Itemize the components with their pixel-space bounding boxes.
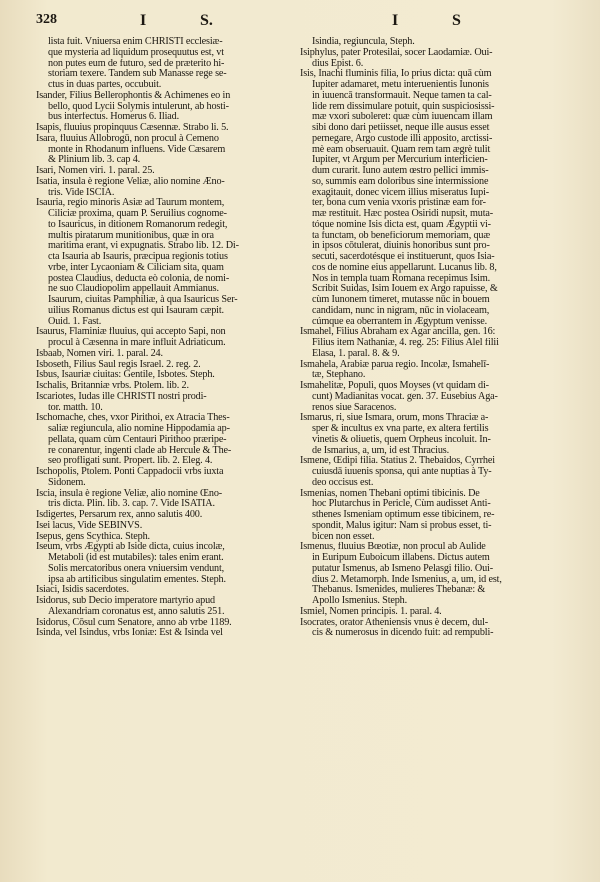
text-line: monte in Rhodanum influens. Vide Cæsarem	[48, 144, 226, 155]
text-line: Iseum, vrbs Ægypti ab Iside dicta, cuius incolæ,	[36, 542, 225, 553]
text-line: Sidonem.	[48, 477, 86, 488]
text-line: Ismarus, ri, siue Ismara, orum, mons Thraciæ a-	[300, 413, 489, 424]
text-line: tris dicta. Plin. lib. 3. cap. 7. Vide ISATIA.	[48, 499, 215, 510]
text-line: sibi dono dari petiisset, neque ille ausus esset	[312, 123, 490, 133]
text-line: cta Isauria ab Isauris, præcipua regionis totius	[48, 252, 228, 262]
text-line: Ischomache, ches, vxor Pirithoi, ex Atracia Thes-	[36, 413, 230, 424]
text-line: cùm Iunonem timeret, mutasse nūc in bouem	[312, 295, 490, 305]
text-line: in iuuencā transformauit. Neque tamen ta cal-	[312, 90, 492, 101]
text-line: Iscariotes, Iudas ille CHRISTI nostri prodi-	[36, 391, 207, 402]
text-line: pellata, quam cùm Centauri Pirithoo præripe-	[48, 434, 227, 445]
text-line: storiam texere. Tandem sub Manasse rege se-	[48, 69, 227, 80]
text-line: lide rem dissimulare potuit, quin suspiciosissi-	[312, 101, 495, 112]
text-line: cos de nomine eius appellarunt. Lucanus lib. 8,	[312, 262, 497, 273]
text-line: tris. Vide ISCIA.	[48, 187, 115, 198]
text-line: dius 2. Metamorph. Inde Ismenius, a, um, id est,	[312, 574, 502, 585]
text-line: Isapis, fluuius propinquus Cæsennæ. Strabo li. 5.	[36, 123, 229, 133]
text-line: ne suo Claudiopolim appellauit Ammianus.	[48, 284, 219, 295]
text-line: Iupiter adamaret, metu interuenientis Iunonis	[312, 80, 489, 90]
text-line: multis piratarum munitionibus, quæ in ora	[48, 230, 214, 241]
text-line: lista fuit. Vniuersa enim CHRISTI ecclesiæ-	[48, 37, 223, 47]
text-line: hoc Plutarchus in Pericle, Cùm audisset Anti-	[312, 499, 491, 510]
text-line: Ischalis, Britanniæ vrbs. Ptolem. lib. 2.	[36, 381, 189, 391]
text-line: ipsa ab artificibus singulatim ementes. Steph.	[48, 574, 226, 585]
text-line: Filius item Nathaniæ, 4. reg. 25: Filius Alel filii	[312, 338, 499, 348]
text-line: exagitauit, donec vicem illius miseratus Iupi-	[312, 187, 489, 198]
text-line: Isbus, Isauriæ ciuitas: Gentile, Isbotes. Steph.	[36, 370, 215, 381]
text-line: Isari, Nomen viri. 1. paral. 25.	[36, 166, 155, 176]
text-line: Iupiter, vt Argum per Mercurium interficien-	[312, 155, 488, 166]
text-line: pernegare, Argo custode illi apposito, arctissi-	[312, 133, 493, 144]
text-line: Ouid. 1. Fast.	[48, 316, 102, 327]
text-line: bus interfectus. Homerus 6. Iliad.	[48, 112, 179, 123]
text-line: tor. matth. 10.	[48, 402, 103, 413]
text-line: mæ restituit. Hæc postea Osiridi nupsit, muta-	[312, 209, 493, 219]
text-line: saliæ regiuncula, alio nomine Hippodamia ap-	[48, 424, 230, 434]
text-line: Ismene, Œdipi filia. Statius 2. Thebaidos, Cyrrhei	[300, 456, 495, 467]
text-line: Isiaci, Isidis sacerdotes.	[36, 585, 129, 596]
text-line: cuiusdā iuuenis sponsa, qui ante nuptias à Ty-	[312, 467, 492, 477]
text-line: cunt) Madianitas vocat. gen. 37. Eusebius Aga-	[312, 391, 498, 402]
text-line: mæ vxori suboleret: quæ cùm iuuencam illam	[312, 112, 493, 123]
running-head-right-letter: S	[452, 12, 461, 29]
text-line: de Ismarius, a, um, id est Thracius.	[312, 445, 450, 456]
text-line: mè eam obseruauit. Quam rem tam ægrè tulit	[312, 144, 491, 155]
text-line: Isis, Inachi fluminis filia, Io prius dicta: quā cùm	[300, 69, 492, 80]
text-line: vrbe, inter Lycaoniam & Ciliciam sita, quam	[48, 262, 224, 273]
right-text-column	[300, 37, 570, 639]
text-line: procul à Cæsenna in mare influit Adriaticum.	[48, 338, 226, 348]
running-head-left-letter: I	[140, 12, 147, 29]
text-line: Isauria, regio minoris Asiæ ad Taurum montem,	[36, 198, 225, 209]
text-line: cúmque ea oberrantem in Ægyptum venisse.	[312, 316, 488, 327]
text-line: Ismiel, Nomen principis. 1. paral. 4.	[300, 606, 442, 617]
text-line: Isocrates, orator Atheniensis vnus è decem, dul-	[300, 617, 489, 628]
text-line: bello, quod Lycii Solymis intulerunt, ab hosti-	[48, 101, 229, 112]
text-line: Ismahelitæ, Populi, quos Moyses (vt quidam di-	[300, 381, 489, 391]
text-line: spondit, Malus igitur: Nam si probus esset, ti-	[312, 520, 492, 531]
text-line: Ismahela, Arabiæ parua regio. Incolæ, Ismahelī-	[300, 359, 490, 370]
text-line: Isepus, gens Scythica. Steph.	[36, 531, 150, 542]
text-line: Isatia, insula è regione Veliæ, alio nomine Æno-	[36, 176, 225, 187]
text-line: postea Claudius, deducta eò colonia, de nomi-	[48, 273, 230, 284]
text-line: Isdigertes, Persarum rex, anno salutis 400.	[36, 510, 203, 520]
text-line: Ismenus, fluuius Bœotiæ, non procul ab Aulide	[300, 542, 486, 553]
text-line: que mysteria ad liquidum prosequutus est, vt	[48, 47, 224, 58]
text-line: in Euripum Euboicum illabens. Dictus autem	[312, 553, 490, 563]
text-line: Ischopolis, Ptolem. Ponti Cappadocii vrbs iuxta	[36, 467, 224, 477]
text-line: Scribit Suidas, Isim Iouem ex Argo rapuisse, &	[312, 284, 498, 295]
text-line: Nos in templa tuam Romana recepimus Isim.	[312, 273, 491, 284]
text-line: Isbaab, Nomen viri. 1. paral. 24.	[36, 348, 163, 359]
text-line: Isei lacus, Vide SEBINVS.	[36, 520, 143, 531]
text-line: Ciliciæ proxima, quam P. Seruilius cognome-	[48, 209, 227, 219]
page-number: 328	[36, 12, 57, 27]
text-line: Isidorus, Cōsul cum Senatore, anno ab vrbe 1189.	[36, 617, 232, 628]
text-line: non putes eum de futuro, sed de præterito hi-	[48, 58, 225, 69]
text-line: re conarentur, ingenti clade ab Hercule & The-	[48, 445, 232, 456]
text-line: renos siue Saracenos.	[312, 402, 397, 413]
text-line: Isinda, vel Isindus, vrbs Ioniæ: Est & Isinda vel	[36, 628, 223, 639]
running-head-right-letter: I	[392, 12, 399, 29]
text-line: ctus in duas partes, occubuit.	[48, 80, 162, 90]
running-head-left-letter: S.	[200, 12, 213, 29]
text-line: deo occisus est.	[312, 477, 374, 488]
text-line: ter, bona cum venia vxoris pristinæ eam for-	[312, 198, 486, 209]
text-line: Solis mercatoribus onera vniuersim vendunt,	[48, 563, 225, 574]
text-line: bicen non esset.	[312, 531, 375, 542]
text-line: seo profligati sunt. Propert. lib. 2. Eleg. 4.	[48, 456, 213, 467]
text-line: Iscia, insula è regione Veliæ, alio nomine Œno-	[36, 488, 222, 499]
text-line: uilius Romanus dictus est qui Isauram cæpit.	[48, 305, 224, 316]
text-line: Isidorus, sub Decio imperatore martyrio apud	[36, 596, 215, 606]
text-line: putatur Ismenus, ab Ismeno Pelasgi filio. Oui-	[312, 563, 493, 574]
text-line: candidam, nunc in nigram, nūc in violaceam,	[312, 305, 490, 316]
text-line: Ismenias, nomen Thebani optimi tibicinis. De	[300, 488, 480, 499]
text-line: ta functam, ob beneficiorum memoriam, quæ	[312, 230, 491, 241]
text-line: Metaboli (id est mutabiles): tales enim erant.	[48, 553, 224, 563]
text-line: dius Epist. 6.	[312, 58, 364, 69]
text-line: sthenes Ismeniam optimum esse tibicinem, re-	[312, 510, 495, 520]
text-line: Isander, Filius Bellerophontis & Achimenes eo in	[36, 90, 231, 101]
text-line: secuti, sacerdotésque ei instituerunt, quos Isia-	[312, 252, 495, 262]
text-line: Isiphylus, pater Protesilai, socer Laodamiæ. Oui-	[300, 47, 493, 58]
text-line: Thebanus. Ismenides, mulieres Thebanæ: &	[312, 585, 486, 596]
text-line: cis & numerosus in dicendo fuit: ad rempubli-	[312, 628, 494, 639]
text-line: Apollo Ismenius. Steph.	[312, 596, 408, 606]
text-line: Alexandriam coronatus est, anno salutis 251.	[48, 606, 225, 617]
text-line: Ismahel, Filius Abraham ex Agar ancilla, gen. 16:	[300, 327, 496, 338]
text-line: sper & incultus ex vna parte, ex altera fertilis	[312, 424, 489, 434]
text-line: tóque nomine Isis dicta est, quam Ægyptii vi-	[312, 219, 491, 230]
text-line: in ipsos cōtulerat, diuinis honoribus sunt pro-	[312, 241, 490, 252]
text-line: Isaurum, ciuitas Pamphiliæ, à qua Isauricus Ser-	[48, 295, 238, 305]
page-header	[0, 12, 600, 32]
text-line: Isboseth, Filius Saul regis Israel. 2. reg. 2.	[36, 359, 201, 370]
left-text-column	[36, 37, 306, 639]
text-line: Elasa, 1. paral. 8. & 9.	[312, 348, 400, 359]
text-line: to Isauricus, in ditionem Romanorum redegit,	[48, 219, 228, 230]
text-line: vinetis & oliuetis, quem Orpheus incoluit. In-	[312, 434, 491, 445]
text-line: so, summis eam doloribus sine intermissione	[312, 176, 489, 187]
text-line: tæ, Stephano.	[312, 370, 366, 381]
text-line: Isaurus, Flaminiæ fluuius, qui accepto Sapi, non	[36, 327, 226, 338]
text-line: & Plinium lib. 3. cap 4.	[48, 155, 141, 166]
text-line: Isara, fluuius Allobrogū, non procul à Cemeno	[36, 133, 219, 144]
text-line: maritima erant, vi expugnatis. Strabo lib. 12. Di-	[48, 241, 239, 252]
text-line: dum curarit. Iuno autem œstro pellici immis-	[312, 166, 489, 176]
text-line: Isindia, regiuncula, Steph.	[312, 37, 415, 47]
